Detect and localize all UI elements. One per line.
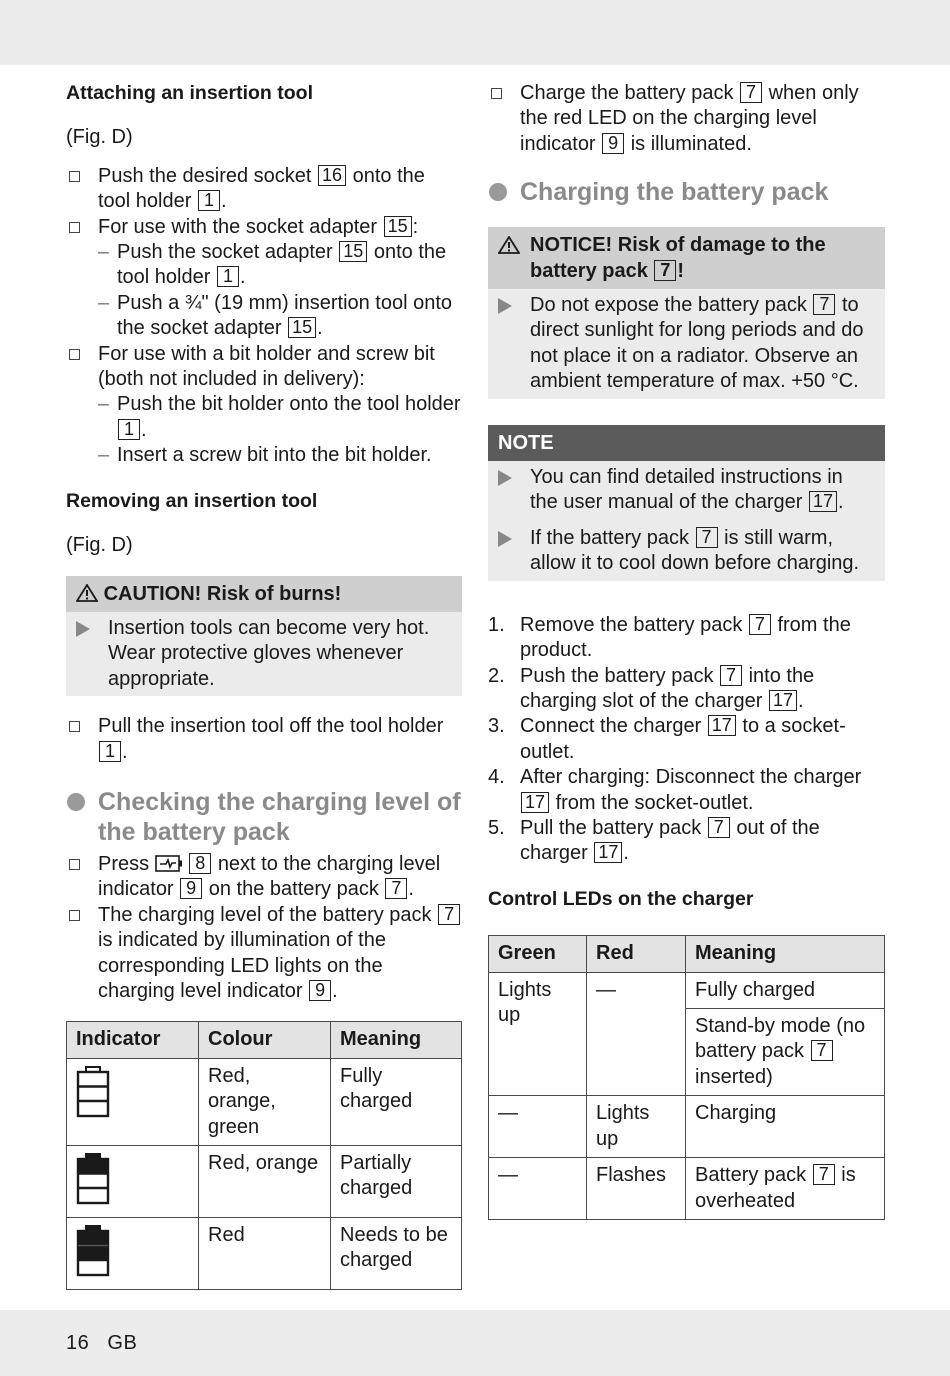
sub-list-item: – Push the socket adapter 15 onto the tool holder 1 . [98, 241, 447, 289]
table-header: Meaning [331, 1022, 462, 1058]
footer-band [0, 1310, 950, 1376]
step-item: 4. After charging: Disconnect the charger 17 from the socket-outlet. [488, 766, 862, 814]
arrow-bullet-icon [498, 298, 512, 314]
table-cell: Red, orange [199, 1146, 331, 1218]
list-item: For use with the socket adapter 15 : [66, 215, 462, 240]
sub-list-item: – Push the bit holder onto the tool holder 1 . [98, 393, 461, 441]
page-footer [66, 1331, 137, 1356]
table-cell: Charging [686, 1096, 885, 1158]
table-cell: Battery pack 7 is overheated [686, 1158, 885, 1220]
warning-icon [498, 236, 520, 254]
table-header: Green [489, 936, 587, 972]
language-code: GB [107, 1332, 138, 1354]
table-cell: — [489, 1158, 587, 1220]
list-item: Push the desired socket 16 onto the tool holder 1 . [66, 164, 462, 215]
led-table [488, 935, 885, 1220]
table-row [67, 1058, 462, 1145]
table-header: Meaning [686, 936, 885, 972]
checkbox-bullet-icon [69, 349, 80, 360]
table-header: Red [587, 936, 686, 972]
note-title: NOTE [488, 425, 885, 461]
remove-fig-ref: (Fig. D) [66, 534, 133, 557]
list-item: Pull the insertion tool off the tool holder 1 . [66, 714, 462, 765]
battery-low-icon [76, 1225, 110, 1277]
list-item: Charge the battery pack 7 when only the red LED on the charging level indicator 9 is illuminated. [488, 81, 885, 157]
table-cell: Partially charged [331, 1146, 462, 1218]
table-cell: — [489, 1096, 587, 1158]
table-row [489, 972, 885, 1008]
table-row [489, 1158, 885, 1220]
notice-title: NOTICE! Risk of damage to the battery pack 7 ! [488, 227, 885, 289]
heading-dot-icon [67, 793, 85, 811]
table-cell: — [587, 972, 686, 1096]
left-column [66, 81, 462, 1290]
step-item: 1. Remove the battery pack 7 from the product. [488, 613, 851, 662]
list-item: Press 8 next to the charging level indicator 9 on the battery pack 7 . [66, 852, 462, 903]
caution-box [66, 576, 462, 697]
table-header: Colour [199, 1022, 331, 1058]
note-text: You can find detailed instructions in the user manual of the charger 17 . [498, 465, 875, 516]
table-cell: Red [199, 1218, 331, 1290]
header-band [0, 0, 950, 65]
checkbox-bullet-icon [69, 721, 80, 732]
step-item: 5. Pull the battery pack 7 out of the charger 17 . [488, 816, 820, 865]
notice-text: Do not expose the battery pack 7 to direct sunlight for long periods and do not place it on a radiator. Observe an ambient temperature of max. +50 °C. [498, 293, 875, 395]
battery-check-button-icon [155, 854, 183, 873]
attach-heading: Attaching an insertion tool [66, 82, 313, 104]
arrow-bullet-icon [498, 531, 512, 547]
battery-partial-icon [76, 1153, 110, 1205]
table-row [67, 1146, 462, 1218]
table-cell: Stand-by mode (no battery pack 7 inserted) [686, 1008, 885, 1095]
list-item: The charging level of the battery pack 7 is indicated by illumination of the corresponding LED lights on the charging level indicator 9 . [66, 903, 462, 1005]
leds-heading: Control LEDs on the charger [488, 887, 754, 910]
checkbox-bullet-icon [491, 88, 502, 99]
checkbox-bullet-icon [69, 910, 80, 921]
table-header: Indicator [67, 1022, 199, 1058]
check-heading: Checking the charging level of the battery pack [66, 787, 462, 847]
checkbox-bullet-icon [69, 859, 80, 870]
table-cell: Fully charged [686, 972, 885, 1008]
table-cell: Fully charged [331, 1058, 462, 1145]
sub-list-item: – Push a ¾" (19 mm) insertion tool onto the socket adapter 15 . [98, 291, 453, 340]
caution-title: CAUTION! Risk of burns! [66, 576, 462, 612]
table-cell: Needs to be charged [331, 1218, 462, 1290]
checkbox-bullet-icon [69, 222, 80, 233]
warning-icon [76, 584, 98, 602]
checkbox-bullet-icon [69, 171, 80, 182]
indicator-table [66, 1021, 462, 1290]
table-cell: Flashes [587, 1158, 686, 1220]
page-number: 16 [66, 1332, 90, 1354]
attach-fig-ref: (Fig. D) [66, 126, 133, 149]
battery-full-icon [76, 1066, 110, 1118]
step-item: 3. Connect the charger 17 to a socket-outlet. [488, 715, 846, 763]
table-cell: Lights up [489, 972, 587, 1096]
remove-heading: Removing an insertion tool [66, 489, 318, 512]
table-row [489, 1096, 885, 1158]
arrow-bullet-icon [76, 621, 90, 637]
heading-dot-icon [489, 183, 507, 201]
right-column [488, 81, 885, 1220]
sub-list-item: – Insert a screw bit into the bit holder. [98, 444, 432, 467]
table-cell: Red, orange, green [199, 1058, 331, 1145]
step-item: 2. Push the battery pack 7 into the charging slot of the charger 17 . [488, 664, 815, 712]
note-text: If the battery pack 7 is still warm, allow it to cool down before charging. [498, 526, 875, 577]
list-item: For use with a bit holder and screw bit (both not included in delivery): [66, 342, 462, 393]
arrow-bullet-icon [498, 470, 512, 486]
notice-box [488, 227, 885, 398]
charging-heading: Charging the battery pack [488, 177, 885, 207]
table-row [67, 1218, 462, 1290]
caution-text: Insertion tools can become very hot. Wear protective gloves whenever appropriate. [76, 616, 452, 692]
note-box [488, 425, 885, 581]
table-cell: Lights up [587, 1096, 686, 1158]
